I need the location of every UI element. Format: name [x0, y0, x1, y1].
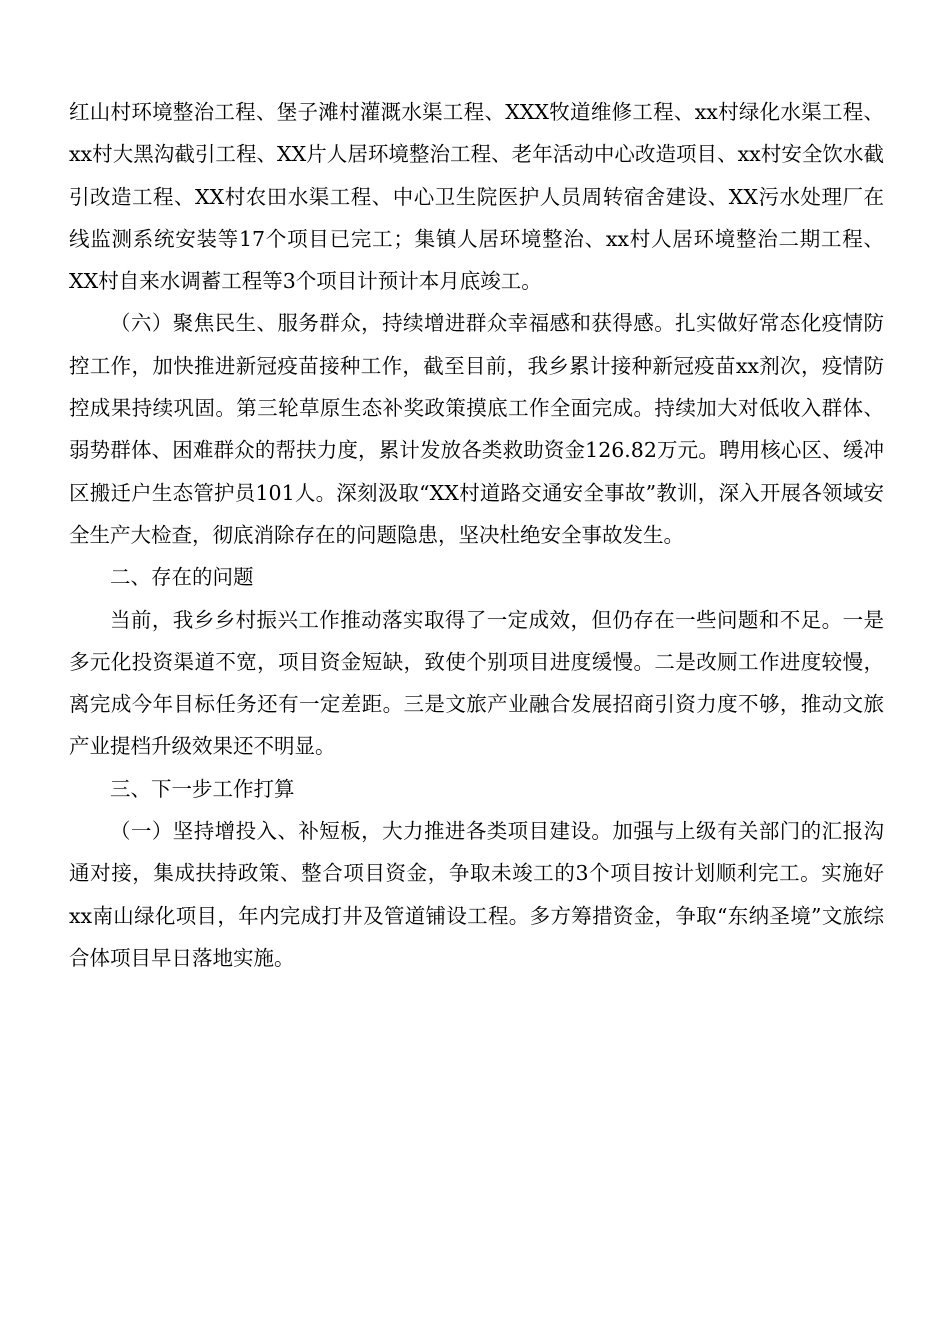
document-body: [69, 91, 884, 979]
paragraph-next-steps-1: （一）坚持增投入、补短板，大力推进各类项目建设。加强与上级有关部门的汇报沟通对接，集成扶持政策、整合项目资金，争取未竣工的3个项目按计划顺利完工。实施好xx南山绿化项目，年内完成打井及管道铺设工程。多方筹措资金，争取“东纳圣境”文旅综合体项目早日落地实施。: [69, 819, 884, 970]
section-heading-problems: 二、存在的问题: [110, 565, 254, 590]
paragraph-problems: 当前，我乡乡村振兴工作推动落实取得了一定成效，但仍存在一些问题和不足。一是多元化投资渠道不宽，项目资金短缺，致使个别项目进度缓慢。二是改厕工作进度较慢，离完成今年目标任务还有一定差距。三是文旅产业融合发展招商引资力度不够，推动文旅产业提档升级效果还不明显。: [69, 607, 884, 759]
paragraph-livelihood: （六）聚焦民生、服务群众，持续增进群众幸福感和获得感。扎实做好常态化疫情防控工作，加快推进新冠疫苗接种工作，截至目前，我乡累计接种新冠疫苗xx剂次，疫情防控成果持续巩固。第三轮草原生态补奖政策摸底工作全面完成。持续加大对低收入群体、弱势群体、困难群众的帮扶力度，累计发放各类救助资金126.82万元。聘用核心区、缓冲区搬迁户生态管护员101人。深刻汲取“XX村道路交通安全事故”教训，深入开展各领域安全生产大检查，彻底消除存在的问题隐患，坚决杜绝安全事故发生。: [69, 311, 884, 547]
section-heading-next-steps: 三、下一步工作打算: [110, 776, 295, 801]
paragraph-project-completion: 红山村环境整治工程、堡子滩村灌溉水渠工程、XXX牧道维修工程、xx村绿化水渠工程、xx村大黑沟截引工程、XX片人居环境整治工程、老年活动中心改造项目、xx村安全饮水截引改造工程、XX村农田水渠工程、中心卫生院医护人员周转宿舍建设、XX污水处理厂在线监测系统安装等17个项目已完工；集镇人居环境整治、xx村人居环境整治二期工程、XX村自来水调蓄工程等3个项目计预计本月底竣工。: [69, 100, 884, 294]
